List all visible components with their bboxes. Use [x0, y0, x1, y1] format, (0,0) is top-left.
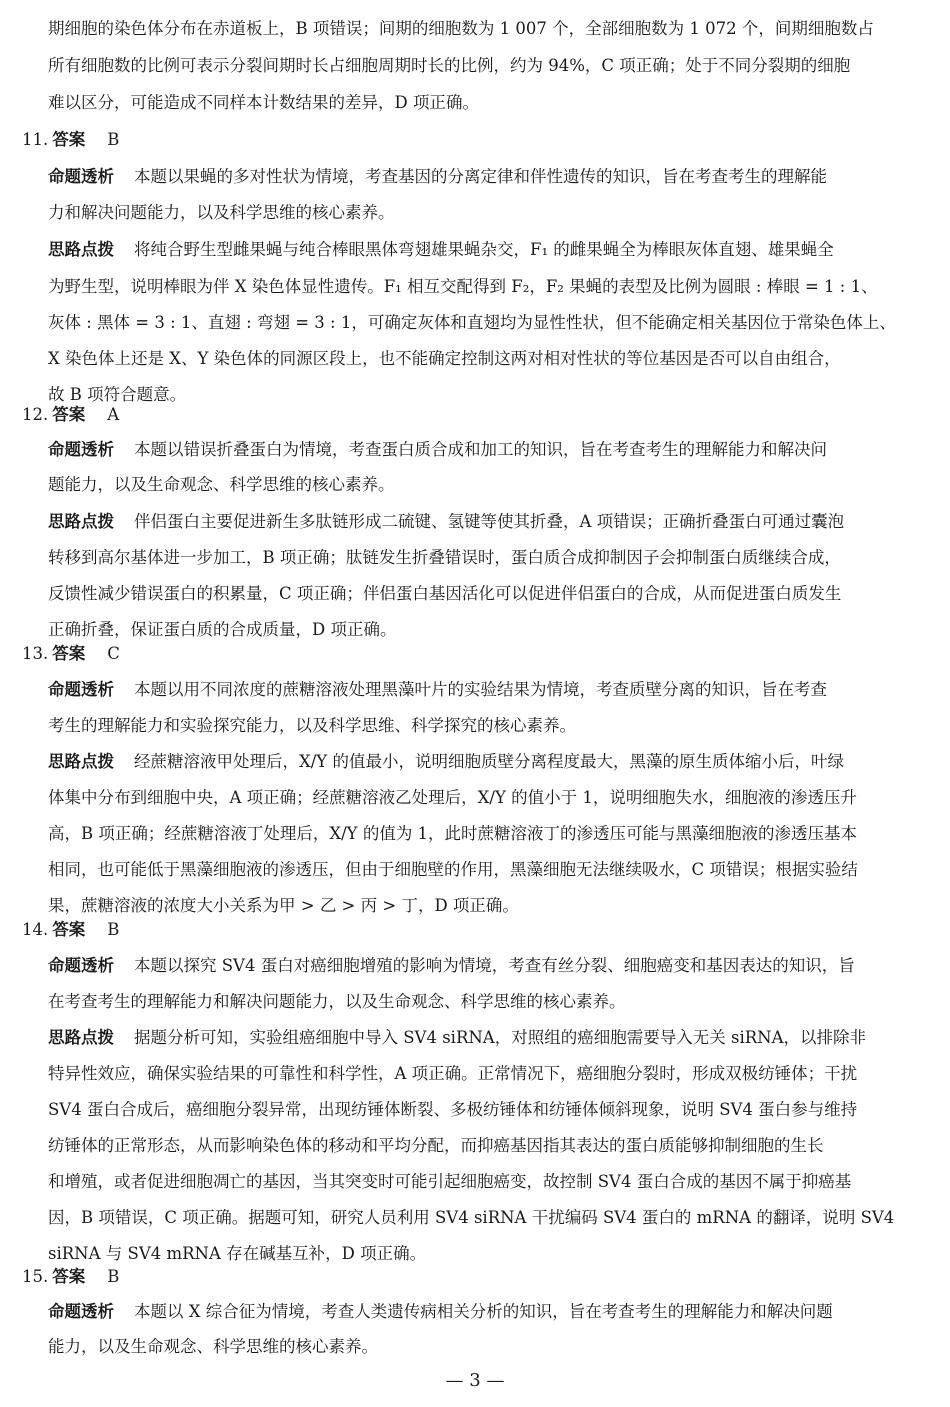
- text-span: 伴侣蛋白主要促进新生多肽链形成二硫键、氢键等使其折叠，A 项错误；正确折叠蛋白可通过囊泡: [134, 512, 845, 531]
- text-line: 纺锤体的正常形态，从而影响染色体的移动和平均分配，而抑癌基因指其表达的蛋白质能够抑制细胞的生长: [48, 1136, 824, 1155]
- text-line: 考生的理解能力和实验探究能力，以及科学思维、科学探究的核心素养。: [48, 716, 576, 735]
- text-line: 难以区分，可能造成不同样本计数结果的差异，D 项正确。: [48, 93, 479, 112]
- text-span: 本题以错误折叠蛋白为情境，考查蛋白质合成和加工的知识，旨在考查考生的理解能力和解决问: [134, 440, 827, 459]
- analysis-line: [48, 505, 844, 539]
- question-number: 14.: [22, 920, 49, 939]
- section-heading: 命题透析: [48, 956, 114, 975]
- question-14-header: [22, 913, 119, 947]
- answer-label: 答案: [52, 130, 86, 149]
- answer-value: B: [107, 1267, 120, 1286]
- text-line: 为野生型，说明棒眼为伴 X 染色体显性遗传。F₁ 相互交配得到 F₂，F₂ 果蝇的表型及比例为圆眼 : 棒眼 = 1 : 1、: [48, 277, 878, 296]
- section-heading: 思路点拨: [48, 752, 114, 771]
- section-heading: 命题透析: [48, 440, 114, 459]
- text-line: 果，蔗糖溶液的浓度大小关系为甲 > 乙 > 丙 > 丁，D 项正确。: [48, 896, 519, 915]
- analysis-line: [48, 160, 827, 194]
- text-line: 转移到高尔基体进一步加工，B 项正确；肽链发生折叠错误时，蛋白质合成抑制因子会抑制蛋白质继续合成，: [48, 548, 841, 567]
- answer-label: 答案: [52, 644, 86, 663]
- text-line: 和增殖，或者促进细胞凋亡的基因，当其突变时可能引起细胞癌变，故控制 SV4 蛋白合成的基因不属于抑癌基: [48, 1172, 852, 1191]
- answer-label: 答案: [52, 920, 86, 939]
- text-line: 体集中分布到细胞中央，A 项正确；经蔗糖溶液乙处理后，X/Y 的值小于 1，说明细胞失水，细胞液的渗透压升: [48, 788, 857, 807]
- analysis-line: [48, 1021, 866, 1055]
- text-line: SV4 蛋白合成后，癌细胞分裂异常，出现纺锤体断裂、多极纺锤体和纺锤体倾斜现象，说明 SV4 蛋白参与维持: [48, 1100, 858, 1119]
- text-span: 本题以用不同浓度的蔗糖溶液处理黑藻叶片的实验结果为情境，考查质壁分离的知识，旨在考查: [134, 680, 827, 699]
- text-line: 能力，以及生命观念、科学思维的核心素养。: [48, 1337, 378, 1356]
- analysis-line: [48, 745, 844, 779]
- section-heading: 命题透析: [48, 1302, 114, 1321]
- text-span: 将纯合野生型雌果蝇与纯合棒眼黑体弯翅雄果蝇杂交，F₁ 的雌果蝇全为棒眼灰体直翅、雄果蝇全: [134, 240, 834, 259]
- question-13-header: [22, 637, 120, 671]
- text-span: 本题以 X 综合征为情境，考查人类遗传病相关分析的知识，旨在考查考生的理解能力和解决问题: [134, 1302, 833, 1321]
- answer-value: C: [107, 644, 120, 663]
- analysis-line: [48, 1295, 833, 1329]
- text-line: 相同，也可能低于黑藻细胞液的渗透压，但由于细胞壁的作用，黑藻细胞无法继续吸水，C 项错误；根据实验结: [48, 860, 858, 879]
- answer-label: 答案: [52, 1267, 86, 1286]
- text-span: 经蔗糖溶液甲处理后，X/Y 的值最小，说明细胞质壁分离程度最大，黑藻的原生质体缩小后，叶绿: [134, 752, 844, 771]
- answer-value: B: [107, 130, 120, 149]
- answer-value: B: [107, 920, 120, 939]
- text-span: 本题以果蝇的多对性状为情境，考查基因的分离定律和伴性遗传的知识，旨在考查考生的理解能: [134, 167, 827, 186]
- text-line: siRNA 与 SV4 mRNA 存在碱基互补，D 项正确。: [48, 1244, 427, 1263]
- text-line: 力和解决问题能力，以及科学思维的核心素养。: [48, 203, 395, 222]
- text-span: 据题分析可知，实验组癌细胞中导入 SV4 siRNA，对照组的癌细胞需要导入无关 siRNA，以排除非: [134, 1028, 866, 1047]
- question-number: 15.: [22, 1267, 49, 1286]
- section-heading: 命题透析: [48, 680, 114, 699]
- text-line: 灰体 : 黑体 = 3 : 1、直翅 : 弯翅 = 3 : 1，可确定灰体和直翅均为显性性状，但不能确定相关基因位于常染色体上、: [48, 313, 896, 332]
- analysis-line: [48, 233, 834, 267]
- analysis-line: [48, 949, 855, 983]
- text-line: 在考查考生的理解能力和解决问题能力，以及生命观念、科学思维的核心素养。: [48, 992, 626, 1011]
- text-line: 期细胞的染色体分布在赤道板上，B 项错误；间期的细胞数为 1 007 个，全部细胞数为 1 072 个，间期细胞数占: [48, 19, 874, 38]
- text-line: 特异性效应，确保实验结果的可靠性和科学性，A 项正确。正常情况下，癌细胞分裂时，形成双极纺锤体；干扰: [48, 1064, 858, 1083]
- text-line: 正确折叠，保证蛋白质的合成质量，D 项正确。: [48, 620, 397, 639]
- section-heading: 思路点拨: [48, 1028, 114, 1047]
- question-number: 12.: [22, 405, 49, 424]
- section-heading: 思路点拨: [48, 240, 114, 259]
- question-12-header: [22, 398, 119, 432]
- section-heading: 命题透析: [48, 167, 114, 186]
- text-line: 所有细胞数的比例可表示分裂间期时长占细胞周期时长的比例，约为 94%，C 项正确；处于不同分裂期的细胞: [48, 56, 851, 75]
- page-number: — 3 —: [445, 1370, 505, 1391]
- text-line: X 染色体上还是 X、Y 染色体的同源区段上，也不能确定控制这两对相对性状的等位基因是否可以自由组合，: [48, 349, 841, 368]
- text-line: 反馈性减少错误蛋白的积累量，C 项正确；伴侣蛋白基因活化可以促进伴侣蛋白的合成，从而促进蛋白质发生: [48, 584, 842, 603]
- analysis-line: [48, 673, 827, 707]
- question-15-header: [22, 1260, 119, 1294]
- answer-value: A: [107, 405, 120, 424]
- text-line: 高，B 项正确；经蔗糖溶液丁处理后，X/Y 的值为 1，此时蔗糖溶液丁的渗透压可能与黑藻细胞液的渗透压基本: [48, 824, 858, 843]
- section-heading: 思路点拨: [48, 512, 114, 531]
- analysis-line: [48, 433, 827, 467]
- text-span: 本题以探究 SV4 蛋白对癌细胞增殖的影响为情境，考查有丝分裂、细胞癌变和基因表达的知识，旨: [134, 956, 855, 975]
- answer-label: 答案: [52, 405, 86, 424]
- text-line: 因，B 项错误，C 项正确。据题可知，研究人员利用 SV4 siRNA 干扰编码 SV4 蛋白的 mRNA 的翻译，说明 SV4: [48, 1208, 895, 1227]
- question-number: 13.: [22, 644, 49, 663]
- question-number: 11.: [22, 130, 49, 149]
- text-line: 故 B 项符合题意。: [48, 385, 187, 404]
- question-11-header: [22, 123, 119, 157]
- text-line: 题能力，以及生命观念、科学思维的核心素养。: [48, 475, 395, 494]
